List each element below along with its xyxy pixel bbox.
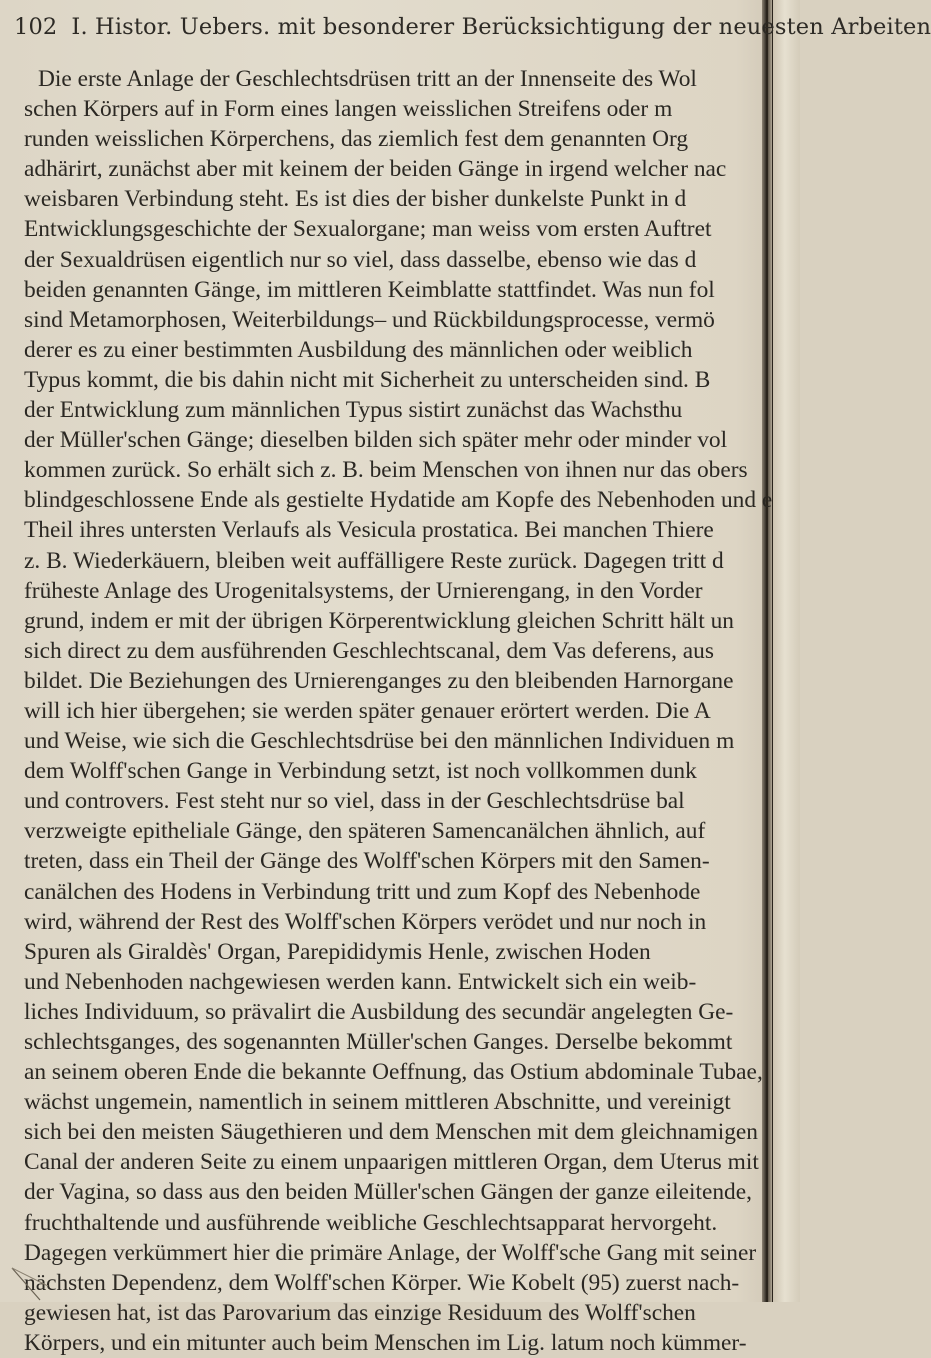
text-line: gewiesen hat, ist das Parovarium das einzige Residuum des Wolff'schen xyxy=(24,1299,696,1326)
text-line: beiden genannten Gänge, im mittleren Keimblatte stattfindet. Was nun fol xyxy=(24,276,715,303)
page-corner-fold xyxy=(10,1266,50,1302)
text-line: grund, indem er mit der übrigen Körperentwicklung gleichen Schritt hält un xyxy=(24,607,734,634)
text-line: und Nebenhoden nachgewiesen werden kann. Entwickelt sich ein weib- xyxy=(24,968,697,995)
text-line: Dagegen verkümmert hier die primäre Anlage, der Wolff'sche Gang mit seiner xyxy=(24,1239,757,1266)
text-line: nächsten Dependenz, dem Wolff'schen Körper. Wie Kobelt (95) zuerst nach- xyxy=(24,1269,740,1296)
text-line: Spuren als Giraldès' Organ, Parepididymis Henle, zwischen Hoden xyxy=(24,938,651,965)
text-line: Theil ihres untersten Verlaufs als Vesicula prostatica. Bei manchen Thiere xyxy=(24,517,714,544)
text-line: bildet. Die Beziehungen des Urnierenganges zu den bleibenden Harnorgane xyxy=(24,667,734,694)
text-line: Die erste Anlage der Geschlechtsdrüsen tritt an der Innenseite des Wol xyxy=(38,66,697,92)
text-line: schen Körpers auf in Form eines langen weisslichen Streifens oder m xyxy=(24,96,673,123)
text-line: wird, während der Rest des Wolff'schen Körpers verödet und nur noch in xyxy=(24,908,707,935)
text-line: derer es zu einer bestimmten Ausbildung des männlichen oder weiblich xyxy=(24,336,693,363)
text-line: sich bei den meisten Säugethieren und dem Menschen mit dem gleichnamigen xyxy=(24,1119,759,1146)
text-line: runden weisslichen Körperchens, das ziemlich fest dem genannten Org xyxy=(24,126,689,153)
text-line: liches Individuum, so prävalirt die Ausbildung des secundär angelegten Ge- xyxy=(24,998,734,1025)
text-line: Canal der anderen Seite zu einem unpaarigen mittleren Organ, dem Uterus mit xyxy=(24,1149,759,1176)
text-line: der Sexualdrüsen eigentlich nur so viel, dass dasselbe, ebenso wie das d xyxy=(24,246,697,273)
text-line: dem Wolff'schen Gange in Verbindung setzt, ist noch vollkommen dunk xyxy=(24,758,697,785)
page-number: 102 xyxy=(14,14,58,40)
text-line: sich direct zu dem ausführenden Geschlechtscanal, dem Vas deferens, aus xyxy=(24,637,714,664)
text-line: und controvers. Fest steht nur so viel, dass in der Geschlechtsdrüse bal xyxy=(24,788,685,815)
text-line: wächst ungemein, namentlich in seinem mittleren Abschnitte, und vereinigt xyxy=(24,1089,731,1116)
text-line: der Entwicklung zum männlichen Typus sistirt zunächst das Wachsthu xyxy=(24,397,683,424)
body-text xyxy=(24,64,814,1358)
text-line: Entwicklungsgeschichte der Sexualorgane; man weiss vom ersten Auftret xyxy=(24,216,712,243)
text-line: und Weise, wie sich die Geschlechtsdrüse bei den männlichen Individuen m xyxy=(24,728,735,755)
text-line: z. B. Wiederkäuern, bleiben weit auffälligere Reste zurück. Dagegen tritt d xyxy=(24,547,724,574)
text-line: adhärirt, zunächst aber mit keinem der beiden Gänge in irgend welcher nac xyxy=(24,156,727,183)
text-line: treten, dass ein Theil der Gänge des Wolff'schen Körpers mit den Samen- xyxy=(24,848,710,875)
text-line: blindgeschlossene Ende als gestielte Hydatide am Kopfe des Nebenhoden und e xyxy=(24,487,773,514)
text-line: früheste Anlage des Urogenitalsystems, der Urnierengang, in den Vorder xyxy=(24,577,703,604)
text-line: an seinem oberen Ende die bekannte Oeffnung, das Ostium abdominale Tubae, xyxy=(24,1059,763,1086)
text-line: fruchthaltende und ausführende weibliche Geschlechtsapparat hervorgeht. xyxy=(24,1209,718,1236)
running-title: I. Histor. Uebers. mit besonderer Berücksichtigung der neuesten Arbeiten xyxy=(71,14,931,40)
text-line: kommen zurück. So erhält sich z. B. beim Menschen von ihnen nur das obers xyxy=(24,457,748,484)
text-line: Körpers, und ein mitunter auch beim Menschen im Lig. latum noch kümmer- xyxy=(24,1329,747,1356)
text-line: schlechtsganges, des sogenannten Müller'schen Ganges. Derselbe bekommt xyxy=(24,1029,733,1055)
text-line: sind Metamorphosen, Weiterbildungs– und Rückbildungsprocesse, vermö xyxy=(24,306,715,333)
text-line: der Müller'schen Gänge; dieselben bilden sich später mehr oder minder vol xyxy=(24,427,728,454)
text-line: will ich hier übergehen; sie werden später genauer erörtert werden. Die A xyxy=(24,697,711,724)
text-line: Typus kommt, die bis dahin nicht mit Sicherheit zu unterscheiden sind. B xyxy=(24,366,711,393)
text-line: weisbaren Verbindung steht. Es ist dies der bisher dunkelste Punkt in d xyxy=(24,186,687,213)
running-header xyxy=(14,14,931,40)
text-line: verzweigte epitheliale Gänge, den späteren Samencanälchen ähnlich, auf xyxy=(24,818,706,845)
text-line: der Vagina, so dass aus den beiden Müller'schen Gängen der ganze eileitende, xyxy=(24,1179,752,1206)
text-line: canälchen des Hodens in Verbindung tritt und zum Kopf des Nebenhode xyxy=(24,878,701,905)
